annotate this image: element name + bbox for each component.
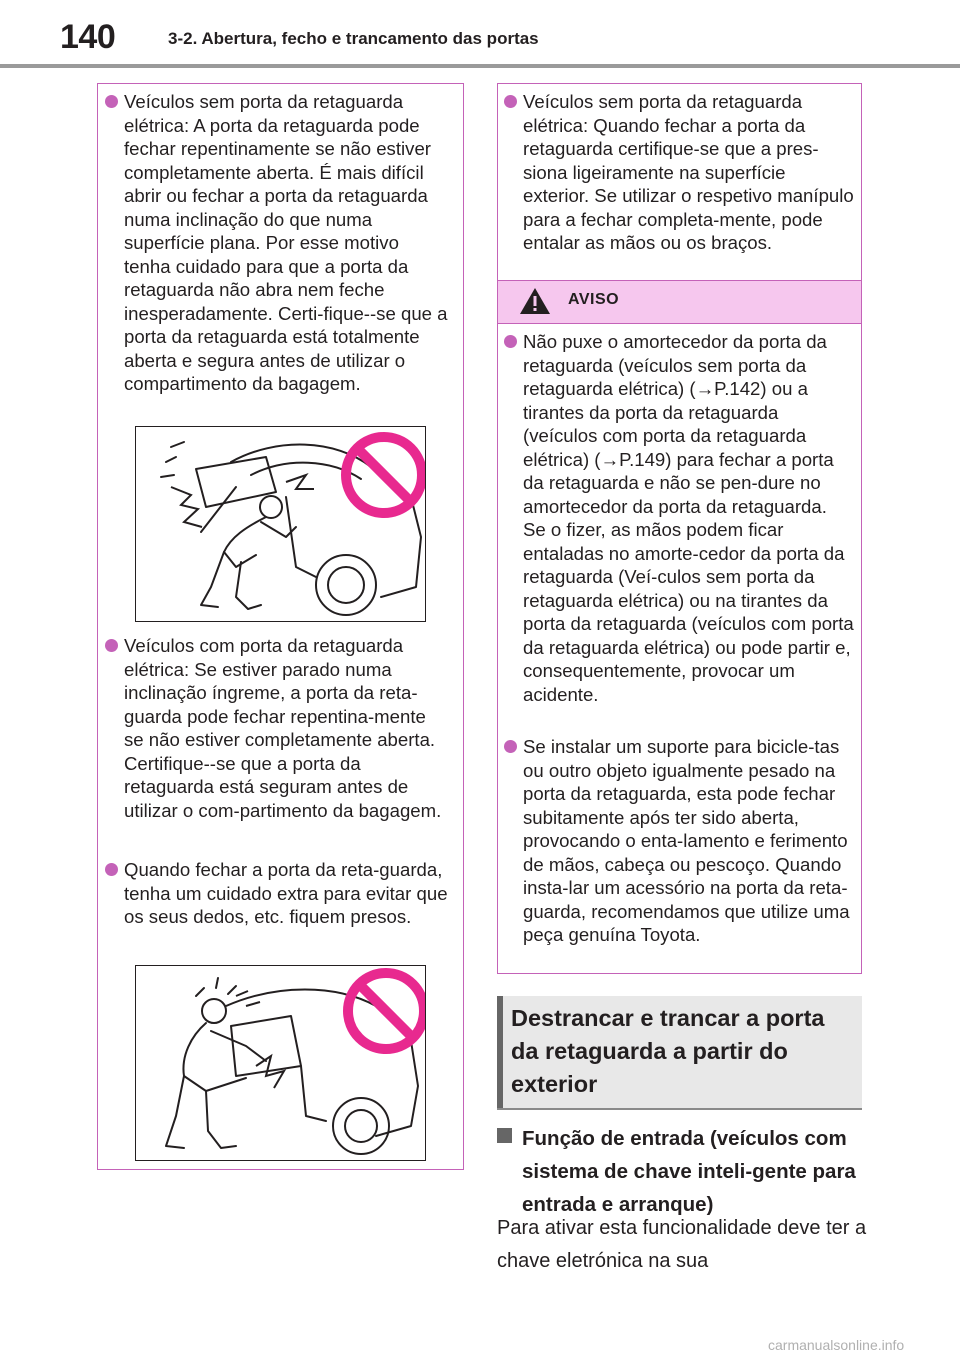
footer-watermark: carmanualsonline.info bbox=[768, 1337, 905, 1353]
warning-item: Não puxe o amortecedor da porta da retaguarda (veículos sem porta da retaguarda elétrica) (→P.142) ou a tirantes da porta da retaguarda (veículos com porta da retaguarda elétrica) (→P.149) para fechar a porta da retaguarda e não se pen-dure no amortecedor da porta da retaguarda. Se o fizer, as mãos podem ficar entaladas no amorte-cedor da porta da retaguarda (Veí-culos sem porta da retaguarda elétrica) ou na tirantes da porta da retaguarda (veículos com porta da retaguarda elétrica) ou pode partir e, consequentemente, provocar um acidente. bbox=[504, 330, 854, 706]
body-text: Para ativar esta funcionalidade deve ter a chave eletrónica na sua bbox=[497, 1217, 867, 1272]
caution-item: Veículos sem porta da retaguarda elétrica: Quando fechar a porta da retaguarda certifique-se que a pres-siona ligeiramente na superfície exterior. Se utilizar o respetivo manípulo para a fechar completa-mente, pode entalar as mãos ou os braços. bbox=[504, 90, 854, 255]
page-number: 140 bbox=[60, 18, 116, 56]
section-heading-text: Destrancar e trancar a porta da retaguarda a partir do exterior bbox=[511, 1005, 825, 1097]
bullet-dot bbox=[105, 95, 118, 108]
bullet-dot bbox=[504, 740, 517, 753]
illustration-fingers-caught bbox=[135, 965, 426, 1161]
bullet-dot bbox=[105, 863, 118, 876]
bullet-dot bbox=[105, 639, 118, 652]
section-square bbox=[497, 1128, 512, 1143]
warning-item: Se instalar um suporte para bicicle-tas ou outro objeto igualmente pesado na porta da retaguarda, esta pode fechar subitamente após ter sido aberta, provocando o enta-lamento e ferimento de mãos, cabeça ou pescoço. Quando insta-lar um acessório na porta da reta-guarda, recomendamos que utilize uma peça genuína Toyota. bbox=[504, 735, 854, 947]
illustration-person-under-tailgate bbox=[135, 426, 426, 622]
subheading: Função de entrada (veículos com sistema de chave inteli-gente para entrada e arranque) bbox=[497, 1122, 867, 1221]
section-heading bbox=[497, 996, 862, 1110]
prohibition-icon bbox=[346, 437, 422, 513]
illustration-drawing bbox=[136, 966, 426, 1161]
prohibition-icon bbox=[348, 973, 424, 1049]
section-heading-bar bbox=[497, 996, 503, 1108]
warning-band bbox=[498, 280, 861, 324]
warning-triangle-icon bbox=[518, 286, 552, 316]
caution-item: Veículos sem porta da retaguarda elétrica: A porta da retaguarda pode fechar repentinamente se não estiver completamente aberta. É mais difícil abrir ou fechar a porta da retaguarda numa inclinação do que numa superfície plana. Por esse motivo tenha cuidado para que a porta da retaguarda não abra nem feche inesperadamente. Certi-fique--se que a porta da retaguarda está totalmente aberta e segura antes de utilizar o compartimento da bagagem. bbox=[105, 90, 450, 396]
caution-item: Veículos com porta da retaguarda elétrica: Se estiver parado numa inclinação íngreme, a porta da reta-guarda pode fechar repentina-mente se não estiver completamente aberta. Certifique--se que a porta da retaguarda está seguram antes de utilizar o com-partimento da bagagem. bbox=[105, 634, 450, 822]
warning-label: AVISO bbox=[568, 291, 620, 308]
bullet-dot bbox=[504, 335, 517, 348]
bullet-dot bbox=[504, 95, 517, 108]
caution-item: Quando fechar a porta da reta-guarda, tenha um cuidado extra para evitar que os seus dedos, etc. fiquem presos. bbox=[105, 858, 450, 929]
chapter-title: 3-2. Abertura, fecho e trancamento das portas bbox=[168, 29, 539, 48]
illustration-drawing bbox=[136, 427, 426, 622]
header-rule bbox=[0, 64, 960, 68]
page-header bbox=[0, 0, 960, 66]
